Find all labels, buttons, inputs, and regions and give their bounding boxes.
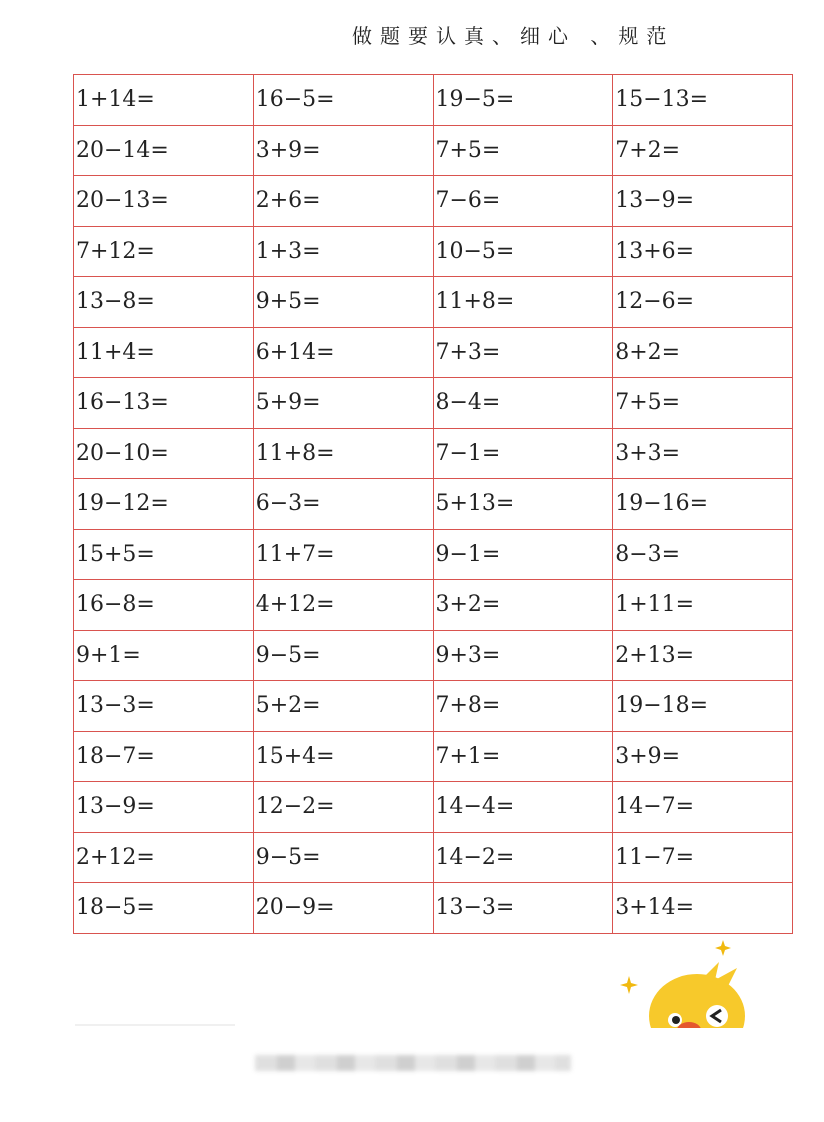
problem-cell: 7+8=: [433, 681, 613, 732]
problem-cell: 9−5=: [253, 630, 433, 681]
problem-cell: 18−7=: [74, 731, 254, 782]
table-row: [74, 75, 793, 126]
problem-cell: 8+2=: [613, 327, 793, 378]
problem-cell: 13−9=: [74, 782, 254, 833]
table-row: [74, 630, 793, 681]
table-row: [74, 580, 793, 631]
problem-cell: 19−5=: [433, 75, 613, 126]
worksheet-header: [352, 20, 674, 49]
problem-cell: 10−5=: [433, 226, 613, 277]
problem-cell: 11+4=: [74, 327, 254, 378]
problem-cell: 2+6=: [253, 176, 433, 227]
problem-cell: 3+2=: [433, 580, 613, 631]
problem-cell: 3+9=: [253, 125, 433, 176]
problem-cell: 20−14=: [74, 125, 254, 176]
problem-cell: 7−1=: [433, 428, 613, 479]
problem-cell: 8−3=: [613, 529, 793, 580]
problem-cell: 9−1=: [433, 529, 613, 580]
problem-cell: 16−5=: [253, 75, 433, 126]
problem-cell: 8−4=: [433, 378, 613, 429]
problem-cell: 5+9=: [253, 378, 433, 429]
problem-cell: 9+5=: [253, 277, 433, 328]
problem-cell: 14−7=: [613, 782, 793, 833]
problem-cell: 7+5=: [613, 378, 793, 429]
footer-divider: [75, 1024, 235, 1026]
problem-cell: 3+9=: [613, 731, 793, 782]
problem-cell: 14−2=: [433, 832, 613, 883]
problem-cell: 19−18=: [613, 681, 793, 732]
problem-cell: 12−6=: [613, 277, 793, 328]
problem-cell: 9+1=: [74, 630, 254, 681]
problem-cell: 20−10=: [74, 428, 254, 479]
problem-cell: 7+12=: [74, 226, 254, 277]
problem-cell: 14−4=: [433, 782, 613, 833]
problem-cell: 13−3=: [433, 883, 613, 934]
problem-cell: 1+11=: [613, 580, 793, 631]
table-row: [74, 277, 793, 328]
chick-mascot-svg: [615, 938, 755, 1028]
problem-cell: 6−3=: [253, 479, 433, 530]
problem-cell: 11−7=: [613, 832, 793, 883]
header-title: 做题要认真、细心 、规范: [352, 24, 675, 48]
table-row: [74, 327, 793, 378]
blurred-footer-watermark: [255, 1055, 571, 1071]
problem-cell: 1+3=: [253, 226, 433, 277]
problem-cell: 7+2=: [613, 125, 793, 176]
problem-cell: 1+14=: [74, 75, 254, 126]
problem-cell: 9+3=: [433, 630, 613, 681]
problem-cell: 20−9=: [253, 883, 433, 934]
sparkle-icon: [620, 976, 638, 994]
table-row: [74, 782, 793, 833]
problem-cell: 20−13=: [74, 176, 254, 227]
table-row: [74, 529, 793, 580]
problem-cell: 15+4=: [253, 731, 433, 782]
problem-cell: 11+7=: [253, 529, 433, 580]
problem-cell: 5+13=: [433, 479, 613, 530]
problem-cell: 7+3=: [433, 327, 613, 378]
problem-cell: 12−2=: [253, 782, 433, 833]
arithmetic-table: [73, 74, 793, 934]
table-row: [74, 832, 793, 883]
table-row: [74, 479, 793, 530]
problem-cell: 11+8=: [433, 277, 613, 328]
chick-pupil-left: [672, 1016, 680, 1024]
problem-cell: 13−9=: [613, 176, 793, 227]
problem-cell: 5+2=: [253, 681, 433, 732]
problem-cell: 19−12=: [74, 479, 254, 530]
table-row: [74, 731, 793, 782]
problem-cell: 16−8=: [74, 580, 254, 631]
table-row: [74, 176, 793, 227]
problem-cell: 13+6=: [613, 226, 793, 277]
chick-head: [649, 974, 745, 1028]
table-row: [74, 378, 793, 429]
table-row: [74, 681, 793, 732]
problem-cell: 16−13=: [74, 378, 254, 429]
table-row: [74, 226, 793, 277]
problem-cell: 7+5=: [433, 125, 613, 176]
table-row: [74, 125, 793, 176]
problem-cell: 15+5=: [74, 529, 254, 580]
problem-cell: 7−6=: [433, 176, 613, 227]
problem-cell: 2+12=: [74, 832, 254, 883]
problem-cell: 19−16=: [613, 479, 793, 530]
table-row: [74, 883, 793, 934]
problem-cell: 18−5=: [74, 883, 254, 934]
problem-cell: 7+1=: [433, 731, 613, 782]
table-row: [74, 428, 793, 479]
chick-mascot-icon: [615, 938, 755, 1028]
sparkle-icon: [715, 940, 731, 956]
problem-cell: 13−3=: [74, 681, 254, 732]
problem-cell: 4+12=: [253, 580, 433, 631]
problem-cell: 13−8=: [74, 277, 254, 328]
problem-cell: 11+8=: [253, 428, 433, 479]
problem-cell: 6+14=: [253, 327, 433, 378]
problem-cell: 9−5=: [253, 832, 433, 883]
problem-cell: 3+3=: [613, 428, 793, 479]
problem-cell: 3+14=: [613, 883, 793, 934]
problem-cell: 2+13=: [613, 630, 793, 681]
problem-cell: 15−13=: [613, 75, 793, 126]
